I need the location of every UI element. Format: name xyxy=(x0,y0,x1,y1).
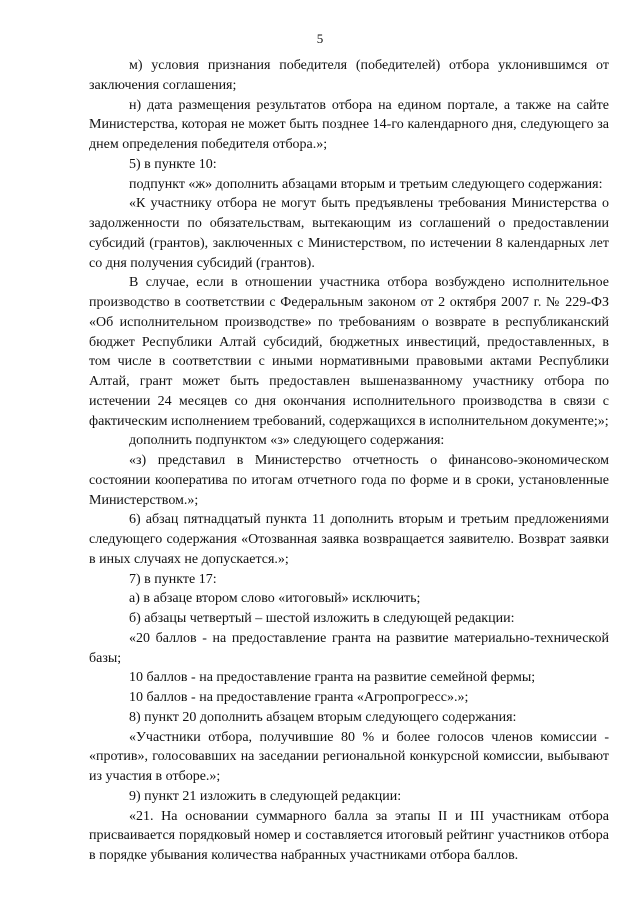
paragraph: 10 баллов - на предоставление гранта «Агропрогресс».»; xyxy=(129,690,469,705)
paragraph: 10 баллов - на предоставление гранта на развитие семейной фермы; xyxy=(129,670,536,686)
paragraph: «Участники отбора, получившие 80 % и более голосов членов комиссии - «против», голосовавших на заседании региональной конкурсной комиссии, выбывают из участия в отборе.»; xyxy=(89,729,609,784)
paragraph: 5) в пункте 10: xyxy=(129,156,217,172)
paragraph: 9) пункт 21 изложить в следующей редакции: xyxy=(129,788,402,804)
paragraph: 6) абзац пятнадцатый пункта 11 дополнить вторым и третьим предложениями следующего содержания «Отозванная заявка возвращается заявителю. Возврат заявки в иных случаях не допускается.»; xyxy=(89,512,609,567)
paragraph: подпункт «ж» дополнить абзацами вторым и третьим следующего содержания: xyxy=(129,176,603,192)
paragraph: «20 баллов - на предоставление гранта на развитие материально-технической базы; xyxy=(89,630,609,666)
paragraph: 7) в пункте 17: xyxy=(129,571,217,587)
document-body xyxy=(89,56,609,866)
paragraph: м) условия признания победителя (победителей) отбора уклонившимся от заключения соглашения; xyxy=(89,58,609,93)
paragraph: 8) пункт 20 дополнить абзацем вторым следующего содержания: xyxy=(129,709,517,725)
paragraph: «К участнику отбора не могут быть предъявлены требования Министерства о задолженности по обязательствам, вытекающим из соглашений о предоставлении субсидий (грантов), заключенных с Министерством, по истечении 8 календарных лет со дня получения субсидий (грантов). xyxy=(89,196,609,271)
paragraph: б) абзацы четвертый – шестой изложить в следующей редакции: xyxy=(129,611,515,626)
paragraph: В случае, если в отношении участника отбора возбуждено исполнительное производство в соответствии с Федеральным законом от 2 октября 2007 г. № 229-ФЗ «Об исполнительном производстве» по требованиям о возврате в республиканский бюджет Республики Алтай субсидий, бюджетных инвестиций, предоставленных, в том числе в соответствии с иными нормативными правовыми актами Республики Алтай, грант может быть предоставлен вышеназванному участнику отбора по истечении 24 месяцев со дня окончания исполнительного производства в связи с фактическим исполнением требований, содержащихся в исполнительном документе;»; xyxy=(89,275,609,429)
paragraph: «21. На основании суммарного балла за этапы II и III участникам отбора присваивается порядковый номер и составляется итоговый рейтинг участников отбора в порядке убывания количества набранных участниками отбора баллов. xyxy=(89,808,609,863)
paragraph: дополнить подпунктом «з» следующего содержания: xyxy=(129,433,445,449)
paragraph: н) дата размещения результатов отбора на едином портале, а также на сайте Министерства, которая не может быть позднее 14-го календарного дня, следующего за днем определения победителя отбора.»; xyxy=(89,97,609,152)
paragraph: а) в абзаце втором слово «итоговый» исключить; xyxy=(129,591,421,607)
page-number: 5 xyxy=(316,31,324,46)
paragraph: «з) представил в Министерство отчетность о финансово-экономическом состоянии кооператива по итогам отчетного года по форме и в сроки, установленные Министерством.»; xyxy=(89,453,609,508)
